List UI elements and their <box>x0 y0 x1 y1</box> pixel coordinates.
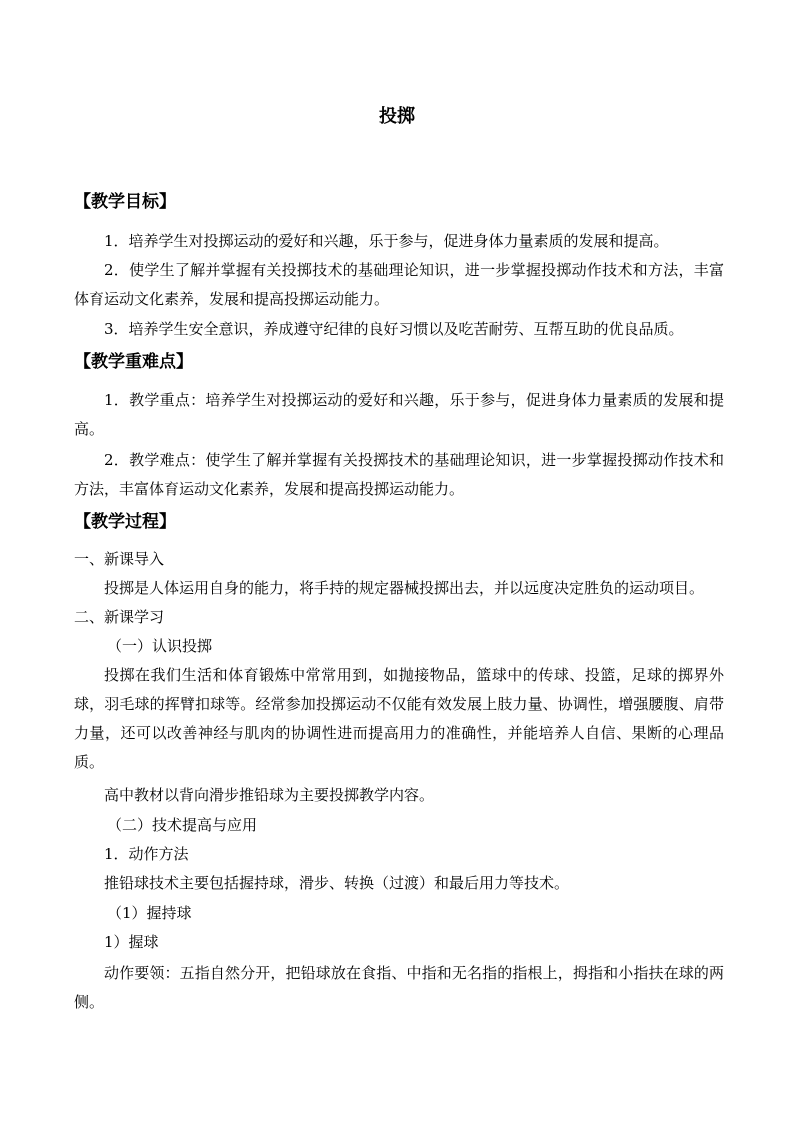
sub1-text: 投掷在我们生活和体育锻炼中常常用到，如抛接物品，篮球中的传球、投篮，足球的掷界外球，羽毛球的挥臂扣球等。经常参加投掷运动不仅能有效发展上肢力量、协调性，增强腰腹、肩带力量，还可以改善神经与肌肉的协调性进而提高用力的准确性，并能培养人自信、果断的心理品质。 <box>74 666 724 771</box>
sub1-text2: 高中教材以背向滑步推铅球为主要投掷教学内容。 <box>104 786 435 804</box>
method-title: 1．动作方法 <box>104 845 189 863</box>
grip-text: 动作要领：五指自然分开，把铅球放在食指、中指和无名指的指根上，拇指和小指扶在球的两侧。 <box>74 964 724 1011</box>
section-heading-key-points: 【教学重难点】 <box>74 352 193 372</box>
objective-item-3: 3．培养学生安全意识，养成遵守纪律的良好习惯以及吃苦耐劳、互帮互助的优良品质。 <box>104 320 684 338</box>
part2-title: 二、新课学习 <box>74 608 165 626</box>
section-heading-objectives: 【教学目标】 <box>74 192 176 212</box>
key-point-item-1: 1．教学重点：培养学生对投掷运动的爱好和兴趣，乐于参与，促进身体力量素质的发展和提高。 <box>74 391 724 438</box>
method-text: 推铅球技术主要包括握持球，滑步、转换（过渡）和最后用力等技术。 <box>104 874 570 892</box>
grip-hold-title: （1）握持球 <box>107 904 192 922</box>
part1-title: 一、新课导入 <box>74 550 165 568</box>
key-point-item-2: 2．教学难点：使学生了解并掌握有关投掷技术的基础理论知识，进一步掌握投掷动作技术和方法，丰富体育运动文化素养，发展和提高投掷运动能力。 <box>74 451 724 498</box>
section-heading-process: 【教学过程】 <box>74 512 176 532</box>
sub1-title: （一）认识投掷 <box>107 637 213 655</box>
objective-item-1: 1．培养学生对投掷运动的爱好和兴趣，乐于参与，促进身体力量素质的发展和提高。 <box>104 232 669 250</box>
part1-text: 投掷是人体运用自身的能力，将手持的规定器械投掷出去，并以远度决定胜负的运动项目。 <box>104 579 705 597</box>
sub2-title: （二）技术提高与应用 <box>107 816 258 834</box>
grip-title: 1）握球 <box>104 933 159 951</box>
objective-item-2: 2．使学生了解并掌握有关投掷技术的基础理论知识，进一步掌握投掷动作技术和方法，丰富体育运动文化素养，发展和提高投掷运动能力。 <box>74 261 724 308</box>
document-title: 投掷 <box>379 106 415 127</box>
